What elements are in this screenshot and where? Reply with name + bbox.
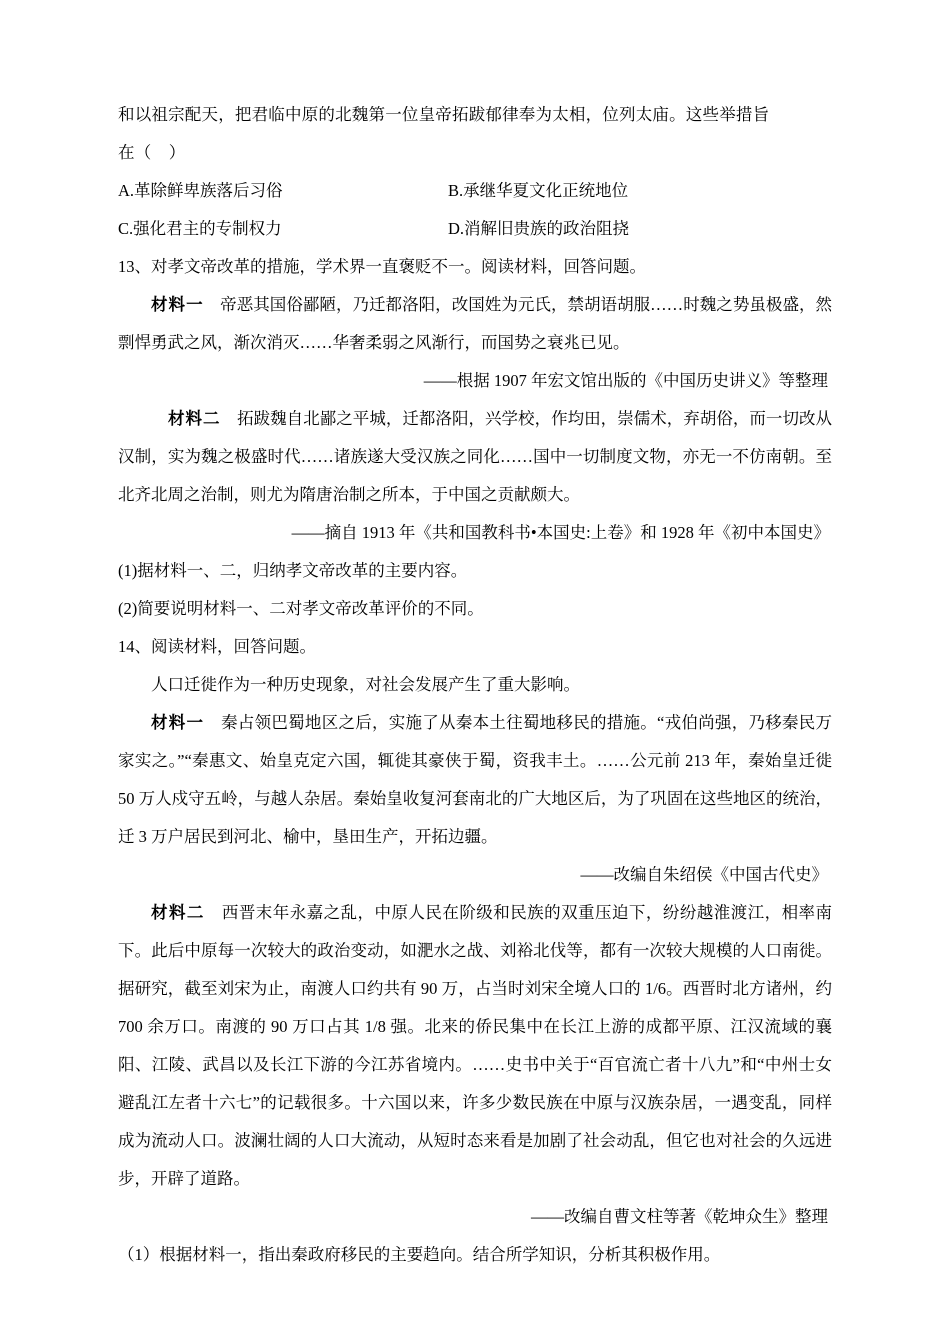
q12-continuation-line2: 在（ ）: [118, 143, 186, 162]
q13-material-2-source: ——摘自 1913 年《共和国教科书•本国史:上卷》和 1928 年《初中本国史》: [291, 523, 830, 542]
q13-sub-question-1: (1)据材料一、二，归纳孝文帝改革的主要内容。: [118, 561, 468, 580]
q14-material-2-label: 材料二: [151, 903, 205, 922]
q13-material-1-label: 材料一: [151, 295, 204, 314]
q13-material-2-label: 材料二: [168, 409, 221, 428]
q13-material-2: [118, 400, 832, 514]
q13-material-1: [118, 286, 832, 362]
q12-option-d: D.消解旧贵族的政治阻挠: [448, 219, 630, 238]
q14-material-2-text: 西晋末年永嘉之乱，中原人民在阶级和民族的双重压迫下，纷纷越淮渡江，相率南下。此后中原每一次较大的政治变动，如淝水之战、刘裕北伐等，都有一次较大规模的人口南徙。据研究，截至刘宋为止，南渡人口约共有 90 万，占当时刘宋全境人口的 1/6。西晋时北方诸州，约 700 余万口。南渡的 90 万口占其 1/8 强。北来的侨民集中在长江上游的成都平原、江汉流域的襄阳、江陵、武昌以及长江下游的今江苏省境内。……史书中关于“百官流亡者十八九”和“中州士女避乱江左者十六七”的记载很多。十六国以来，许多少数民族在中原与汉族杂居，一遇变乱，同样成为流动人口。波澜壮阔的人口大流动，从短时态来看是加剧了社会动乱，但它也对社会的久远进步，开辟了道路。: [118, 903, 833, 1188]
q12-options-row-2: [118, 210, 832, 248]
q14-material-1-text: 秦占领巴蜀地区之后，实施了从秦本土往蜀地移民的措施。“戎伯尚强，乃移秦民万家实之。”“秦惠文、始皇克定六国，辄徙其豪侠于蜀，资我丰土。……公元前 213 年，秦始皇迁徙 50 万人戍守五岭，与越人杂居。秦始皇收复河套南北的广大地区后，为了巩固在这些地区的统治，迁 3 万户居民到河北、榆中，垦田生产，开拓边疆。: [118, 713, 833, 846]
q12-option-c: C.强化君主的专制权力: [118, 219, 282, 238]
q14-material-1-label: 材料一: [151, 713, 205, 732]
q13-material-1-source: ——根据 1907 年宏文馆出版的《中国历史讲义》等整理: [423, 371, 828, 390]
question-14-stem: 14、阅读材料，回答问题。: [118, 637, 316, 656]
q14-material-2-source: ——改编自曹文柱等著《乾坤众生》整理: [531, 1207, 828, 1226]
q12-option-b: B.承继华夏文化正统地位: [448, 181, 629, 200]
q13-material-2-text: 拓跋魏自北鄙之平城，迁都洛阳，兴学校，作均田，崇儒术，弃胡俗，而一切改从汉制，实为魏之极盛时代……诸族遂大受汉族之同化……国中一切制度文物，亦无一不仿南朝。至北齐北周之治制，则尤为隋唐治制之所本，于中国之贡献颇大。: [118, 409, 833, 504]
q13-material-1-text: 帝恶其国俗鄙陋，乃迁都洛阳，改国姓为元氏，禁胡语胡服……时魏之势虽极盛，然剽悍勇武之风，渐次消灭……华奢柔弱之风渐行，而国势之衰兆已见。: [118, 295, 833, 352]
q14-sub-question-1: （1）根据材料一，指出秦政府移民的主要趋向。结合所学知识，分析其积极作用。: [118, 1245, 721, 1264]
q12-options-row-1: [118, 172, 832, 210]
q14-material-1: [118, 704, 832, 856]
q12-continuation-line1: 和以祖宗配天，把君临中原的北魏第一位皇帝拓跋郁律奉为太相，位列太庙。这些举措旨: [118, 105, 770, 124]
q14-material-1-source: ——改编自朱绍侯《中国古代史》: [580, 865, 828, 884]
q14-intro: 人口迁徙作为一种历史现象，对社会发展产生了重大影响。: [151, 675, 580, 694]
q13-sub-question-2: (2)简要说明材料一、二对孝文帝改革评价的不同。: [118, 599, 484, 618]
question-13-stem: 13、对孝文帝改革的措施，学术界一直褒贬不一。阅读材料，回答问题。: [118, 257, 646, 276]
q12-option-a: A.革除鲜卑族落后习俗: [118, 181, 283, 200]
q14-material-2: [118, 894, 832, 1198]
